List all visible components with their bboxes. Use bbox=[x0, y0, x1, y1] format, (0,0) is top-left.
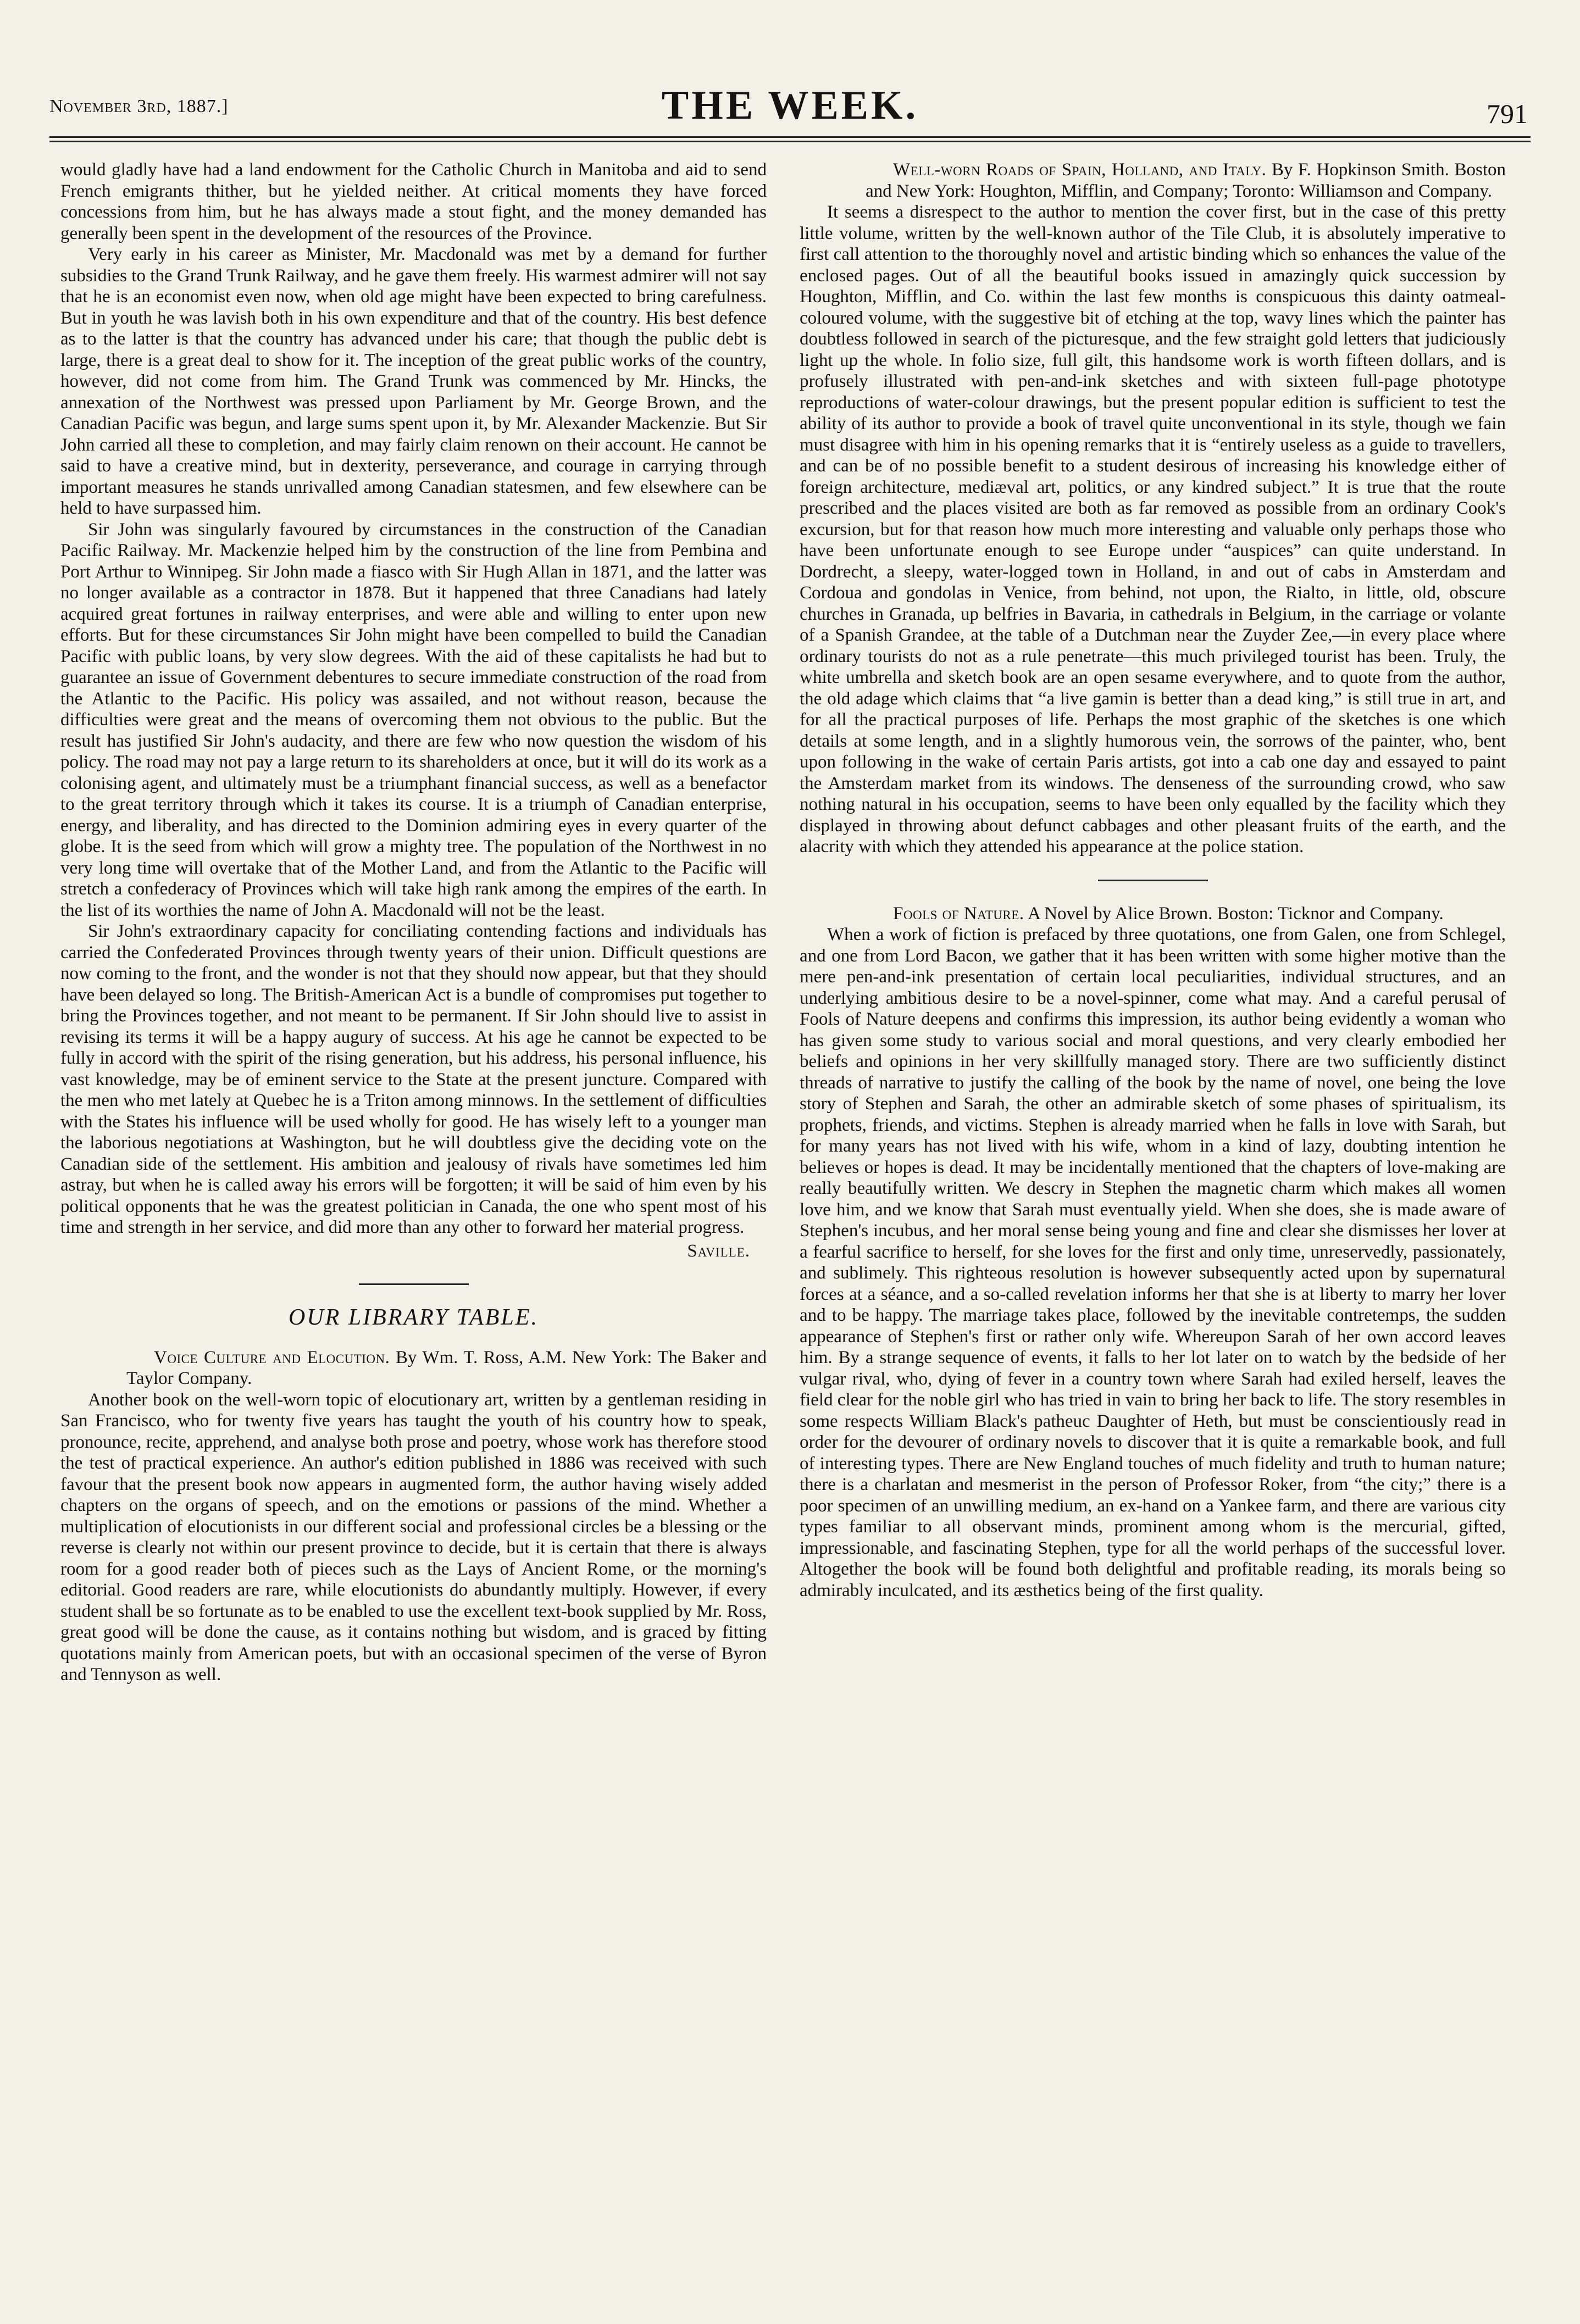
left-column bbox=[60, 159, 767, 2275]
review-book-title: Well-worn Roads of Spain, Holland, and Italy. bbox=[893, 160, 1267, 180]
review-book-details: By F. Hopkinson Smith. Boston and New York: Houghton, Mifflin, and Company; Toronto: Williamson and Company. bbox=[866, 160, 1506, 201]
article-paragraph: Very early in his career as Minister, Mr. Macdonald was met by a demand for further subsidies to the Grand Trunk Railway, and he gave them freely. His warmest admirer will not say that he is an economist even now, when old age might have been expected to bring carefulness. But in youth he was lavish both in his own expenditure and that of the country. His best defence as to the latter is that the country has advanced under his care; that though the public debt is large, there is a great deal to show for it. The inception of the great public works of the country, however, did not come from him. The Grand Trunk was commenced by Mr. Hincks, the annexation of the Northwest was pressed upon Parliament by Mr. George Brown, and the Canadian Pacific was begun, and large sums spent upon it, by Mr. Alexander Mackenzie. But Sir John carried all these to completion, and may fairly claim renown on their account. He cannot be said to have a creative mind, but in dexterity, perseverance, and courage in carrying through important measures he stands unrivalled among Canadian statesmen, and few elsewhere can be held to have surpassed him. bbox=[60, 244, 767, 518]
article-paragraph: would gladly have had a land endowment for the Catholic Church in Manitoba and aid to send French emigrants thither, but he yielded neither. At critical moments they have forced concessions from him, but he has always made a stout fight, and the money demanded has generally been spent in the development of the resources of the Province. bbox=[60, 160, 767, 243]
review-heading bbox=[800, 159, 1506, 202]
header-rule-bottom bbox=[49, 141, 1531, 142]
section-title: OUR LIBRARY TABLE. bbox=[289, 1305, 539, 1330]
section-divider bbox=[359, 1283, 469, 1285]
review-heading bbox=[800, 903, 1506, 925]
review-book-title: Voice Culture and Elocution. bbox=[154, 1347, 390, 1367]
review-paragraph: Another book on the well-worn topic of elocutionary art, written by a gentleman residing in San Francisco, who for twenty five years has taught the youth of his country how to speak, pronounce, recite, apprehend, and analyse both prose and poetry, whose work has therefore stood the test of practical experience. An author's edition published in 1886 was received with such favour that the present book now appears in augmented form, the author having wisely added chapters on the organs of speech, and on the emotions or passions of the mind. Whether a multiplication of elocutionists in our different social and professional circles be a blessing or the reverse is clearly not within our present province to decide, but it is certain that there is always room for a good reader both of pieces such as the Lays of Ancient Rome, or the morning's editorial. Good readers are rare, while elocutionists do abundantly multiply. However, if every student shall be so fortunate as to be enabled to use the excellent text-book supplied by Mr. Ross, great good will be done the cause, as it contains nothing but wisdom, and is graced by fitting quotations mainly from American poets, but with an occasional specimen of the verse of Byron and Tennyson as well. bbox=[60, 1389, 767, 1684]
review-heading bbox=[60, 1347, 767, 1389]
review-book-details: A Novel by Alice Brown. Boston: Ticknor and Company. bbox=[1027, 903, 1444, 924]
review-divider bbox=[1098, 880, 1208, 881]
right-column bbox=[800, 159, 1506, 2275]
review-book-title: Fools of Nature. bbox=[893, 903, 1024, 924]
page-number: 791 bbox=[1487, 98, 1528, 129]
review-paragraph: It seems a disrespect to the author to mention the cover first, but in the case of this pretty little volume, written by the well-known author of the Tile Club, it is absolutely imperative to first call attention to the thoroughly novel and artistic binding which so enhances the value of the enclosed pages. Out of all the beautiful books issued in amazingly quick succession by Houghton, Mifflin, and Co. within the last few months is conspicuous this dainty oatmeal-coloured volume, with the suggestive bit of etching at the top, wavy lines which the painter has doubtless followed in search of the picturesque, and the few straight gold letters that judiciously light up the whole. In folio size, full gilt, this handsome work is worth fifteen dollars, and is profusely illustrated with pen-and-ink sketches and with sixteen full-page phototype reproductions of water-colour drawings, but the present popular edition is sufficient to test the ability of its author to provide a book of travel quite unconventional in its style, though we fain must disagree with him in his opening remarks that it is “entirely useless as a guide to travellers, and can be of no possible benefit to a student desirous of increasing his knowledge either of foreign architecture, mediæval art, politics, or any kindred subject.” It is true that the route prescribed and the places visited are both as far removed as possible from an ordinary Cook's excursion, but for that reason how much more interesting and valuable only perhaps those who have been unfortunate enough to see Europe under “auspices” can quite understand. In Dordrecht, a sleepy, water-logged town in Holland, in and out of cabs in Amsterdam and Cordoua and gondolas in Venice, from behind, not upon, the Rialto, in little, old, obscure churches in Granada, up belfries in Bavaria, in cathedrals in Belgium, in the carriage or volante of a Spanish Grandee, at the table of a Dutchman near the Zuyder Zee,—in every place where ordinary tourists do not as a rule penetrate—this much privileged tourist has been. Truly, the white umbrella and sketch book are an open sesame everywhere, and to quote from the author, the old adage which claims that “a live gamin is better than a dead king,” is still true in art, and for all the practical purposes of life. Perhaps the most graphic of the sketches is one which details at some length, and in a slightly humorous vein, the sorrows of the painter, who, bent upon following in the wake of certain Paris artists, got into a cab one day and essayed to paint the Amsterdam market from its windows. The denseness of the surrounding crowd, who saw nothing natural in his occupation, seems to have been only equalled by the facility which they displayed in throwing about defunct cabbages and other pleasant fruits of the earth, and the alacrity with which they attended his appearance at the police station. bbox=[800, 202, 1506, 857]
review-paragraph: When a work of fiction is prefaced by three quotations, one from Galen, one from Schlegel, and one from Lord Bacon, we gather that it has been written with some higher motive than the mere pen-and-ink presentation of certain local peculiarities, individual structures, and an underlying ambitious desire to be a novel-spinner, come what may. And a careful perusal of Fools of Nature deepens and confirms this impression, its author being evidently a woman who has given some study to various social and moral questions, and very clearly embodied her beliefs and opinions in her very skillfully managed story. There are two sufficiently distinct threads of narrative to justify the calling of the book by the name of novel, one being the love story of Stephen and Sarah, the other an admirable sketch of some phases of spiritualism, its prophets, friends, and victims. Stephen is already married when he falls in love with Sarah, but for many years has not lived with his wife, whom in a kind of lazy, doubting intention he believes or hopes is dead. It may be incidentally mentioned that the chapters of love-making are really beautifully written. We descry in Stephen the magnetic charm which makes all women love him, and we know that Sarah must eventually yield. When she does, she is made aware of Stephen's incubus, and her moral sense being young and fine and clear she dismisses her lover at a fearful sacrifice to herself, for she loves for the first and only time, unreservedly, passionately, and sublimely. This righteous resolution is however subsequently acted upon by supernatural forces at a séance, and a so-called revelation informs her that she is at liberty to marry her lover and to be happy. The marriage takes place, followed by the inevitable contretemps, the sudden appearance of Stephen's first or rather only wife. Whereupon Sarah of her own accord leaves him. By a strange sequence of events, it falls to her lot later on to watch by the bedside of her vulgar rival, who, dying of fever in a country town where Sarah had exiled herself, leaves the field clear for the noble girl who has tried in vain to bring her back to life. The story resembles in some respects William Black's patheuc Daughter of Heth, but must be conscientiously read in order for the devourer of ordinary novels to discover that it is quite a remarkable book, and full of interesting types. There are New England touches of much fidelity and truth to human nature; there is a charlatan and mesmerist in the person of Professor Roker, from “the city;” there is a poor specimen of an unwilling medium, an ex-hand on a Yankee farm, and there are various city types familiar to all observant minds, prominent among whom is the mercurial, gifted, impressionable, and fascinating Stephen, type for all the world perhaps of the successful lover. Altogether the book will be found both delightful and profitable reading, its morals being so admirably inculcated, and its æsthetics being of the first quality. bbox=[800, 925, 1506, 1600]
article-paragraph: Sir John's extraordinary capacity for conciliating contending factions and individuals has carried the Confederated Provinces through twenty years of their union. Difficult questions are now coming to the front, and the wonder is not that they should now appear, but that they should have been delayed so long. The British-American Act is a bundle of compromises put together to bring the Provinces together, and not meant to be permanent. If Sir John should live to assist in revising its terms it will be a happy augury of success. At his age he cannot be expected to be fully in accord with the spirit of the rising generation, but his address, his personal influence, his vast knowledge, may be of eminent service to the State at the present juncture. Compared with the men who met lately at Quebec he is a Triton among minnows. In the settlement of difficulties with the States his influence will be used wholly for good. He has wisely left to a younger man the laborious negotiations at Washington, but he will doubtless give the deciding vote on the Canadian side of the settlement. His ambition and jealousy of rivals have sometimes led him astray, but when he is called away his errors will be forgotten; it will be said of him even by his political opponents that he was the greatest politician in Canada, the one who spent most of his time and strength in her service, and did more than any other to forward her material progress. bbox=[60, 921, 767, 1237]
publication-title: THE WEEK. bbox=[661, 83, 919, 128]
masthead bbox=[0, 0, 1580, 154]
header-rule-top bbox=[49, 136, 1531, 138]
author-signature: Saville. bbox=[687, 1241, 750, 1261]
article-paragraph: Sir John was singularly favoured by circumstances in the construction of the Canadian Pacific Railway. Mr. Mackenzie helped him by the construction of the line from Pembina and Port Arthur to Winnipeg. Sir John made a fiasco with Sir Hugh Allan in 1871, and the latter was no longer available as a contractor in 1878. But it happened that three Canadians had lately acquired great fortunes in railway enterprises, and were able and willing to enter upon new efforts. But for these circumstances Sir John might have been compelled to build the Canadian Pacific with public loans, by very slow degrees. With the aid of these capitalists he had but to guarantee an issue of Government debentures to secure immediate construction of the road from the Atlantic to the Pacific. His policy was assailed, and not without reason, because the difficulties were great and the means of overcoming them not obvious to the public. But the result has justified Sir John's audacity, and there are few who now question the wisdom of his policy. The road may not pay a large return to its shareholders at once, but it will do its work as a colonising agent, and ultimately must be a triumphant financial success, as well as a benefactor to the great territory through which it takes its course. It is a triumph of Canadian enterprise, energy, and liberality, and has directed to the Dominion admiring eyes in every quarter of the globe. It is the seed from which will grow a mighty tree. The population of the Northwest in no very long time will overtake that of the Mother Land, and from the Atlantic to the Pacific will stretch a confederacy of Provinces which will take high rank among the empires of the earth. In the list of its worthies the name of John A. Macdonald will not be the least. bbox=[60, 519, 767, 920]
review-book-details: By Wm. T. Ross, A.M. New York: The Baker and Taylor Company. bbox=[126, 1347, 767, 1388]
issue-date: November 3rd, 1887.] bbox=[49, 96, 229, 116]
